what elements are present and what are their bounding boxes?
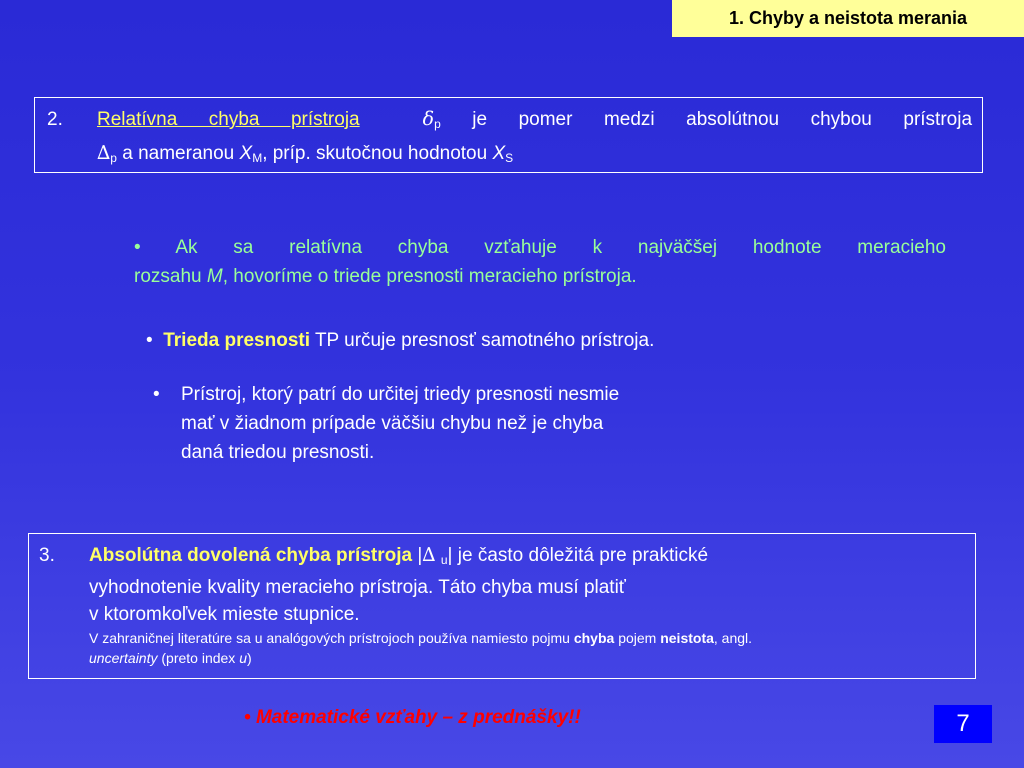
footnote-italic: u: [239, 650, 247, 666]
abs-bar: |: [447, 545, 453, 566]
definition-body: [89, 542, 965, 668]
footnote-text: pojem: [618, 630, 657, 646]
definition-text: a nameranou: [122, 143, 235, 164]
bullet-text: Ak sa relatívna chyba vzťahuje k najväčšej hodnote meracieho: [175, 237, 946, 258]
delta-symbol: ∆: [422, 544, 436, 566]
variable-subscript: S: [505, 151, 514, 165]
variable-x: X: [492, 143, 506, 164]
delta-symbol: δ: [422, 108, 435, 130]
footnote-text: (preto index: [161, 650, 236, 666]
definition-line-2: vyhodnotenie kvality meracieho prístroja. Táto chyba musí platiť: [89, 577, 626, 598]
bullet-line-1: [134, 233, 946, 262]
section-number: 2.: [47, 109, 63, 130]
bullet-text: , hovoríme o triede presnosti meracieho prístroja.: [222, 266, 637, 287]
page-number-badge: 7: [934, 705, 992, 743]
bullet-icon: •: [134, 237, 141, 258]
definition-line-2: [97, 139, 972, 173]
footnote-text: ): [247, 650, 252, 666]
definition-line-1: [97, 105, 972, 139]
variable-m: M: [206, 266, 223, 287]
variable-subscript: M: [252, 151, 263, 165]
lecture-note-text: Matematické vzťahy – z prednášky!!: [255, 707, 581, 728]
bullet-text: TP určuje presnosť samotného prístroja.: [314, 330, 655, 351]
symbol-subscript: p: [110, 151, 117, 165]
footnote-text: V zahraničnej literatúre sa u analógových prístrojoch používa namiesto pojmu: [89, 630, 570, 646]
bullet-text-block: [181, 380, 793, 467]
term-relative-error: Relatívna chyba prístroja: [97, 109, 360, 130]
bullet-accuracy-class-definition: [134, 233, 946, 291]
bullet-icon: •: [153, 384, 160, 405]
footnote-text: , angl.: [713, 630, 753, 646]
definition-box-absolute-error: [28, 533, 976, 679]
definition-text: je pomer medzi absolútnou chybou prístroja: [472, 109, 973, 130]
lecture-note: [244, 707, 581, 729]
footnote: [89, 628, 965, 668]
definition-text: , príp. skutočnou hodnotou: [262, 143, 488, 164]
abs-bar: |: [417, 545, 423, 566]
definition-line-1: [89, 542, 965, 574]
variable-x: X: [239, 143, 253, 164]
bullet-instrument-limit: [153, 380, 793, 467]
bullet-line-2: [134, 262, 946, 291]
bullet-text: rozsahu: [134, 266, 202, 287]
definition-box-relative-error: [34, 97, 983, 173]
bullet-accuracy-class: [146, 326, 654, 355]
symbol-subscript: p: [434, 117, 441, 131]
delta-symbol: ∆: [97, 142, 111, 164]
bullet-line: daná triedou presnosti.: [181, 442, 375, 463]
definition-text: je často dôležitá pre praktické: [457, 545, 709, 566]
bullet-line: Prístroj, ktorý patrí do určitej triedy presnosti nesmie: [181, 384, 620, 405]
term-accuracy-class: Trieda presnosti: [163, 330, 310, 351]
footnote-italic: uncertainty: [89, 650, 158, 666]
footnote-bold: chyba: [573, 630, 615, 646]
bullet-icon: •: [244, 707, 251, 728]
bullet-line: mať v žiadnom prípade väčšiu chybu než je chyba: [181, 413, 604, 434]
footnote-bold: neistota: [660, 630, 714, 646]
bullet-icon: •: [146, 330, 153, 351]
term-absolute-error: Absolútna dovolená chyba prístroja: [89, 545, 413, 566]
definition-line-3: v ktoromkoľvek mieste stupnice.: [89, 604, 360, 625]
section-number: 3.: [39, 545, 55, 566]
slide-title: 1. Chyby a neistota merania: [672, 0, 1024, 37]
symbol-subscript: u: [440, 553, 448, 567]
